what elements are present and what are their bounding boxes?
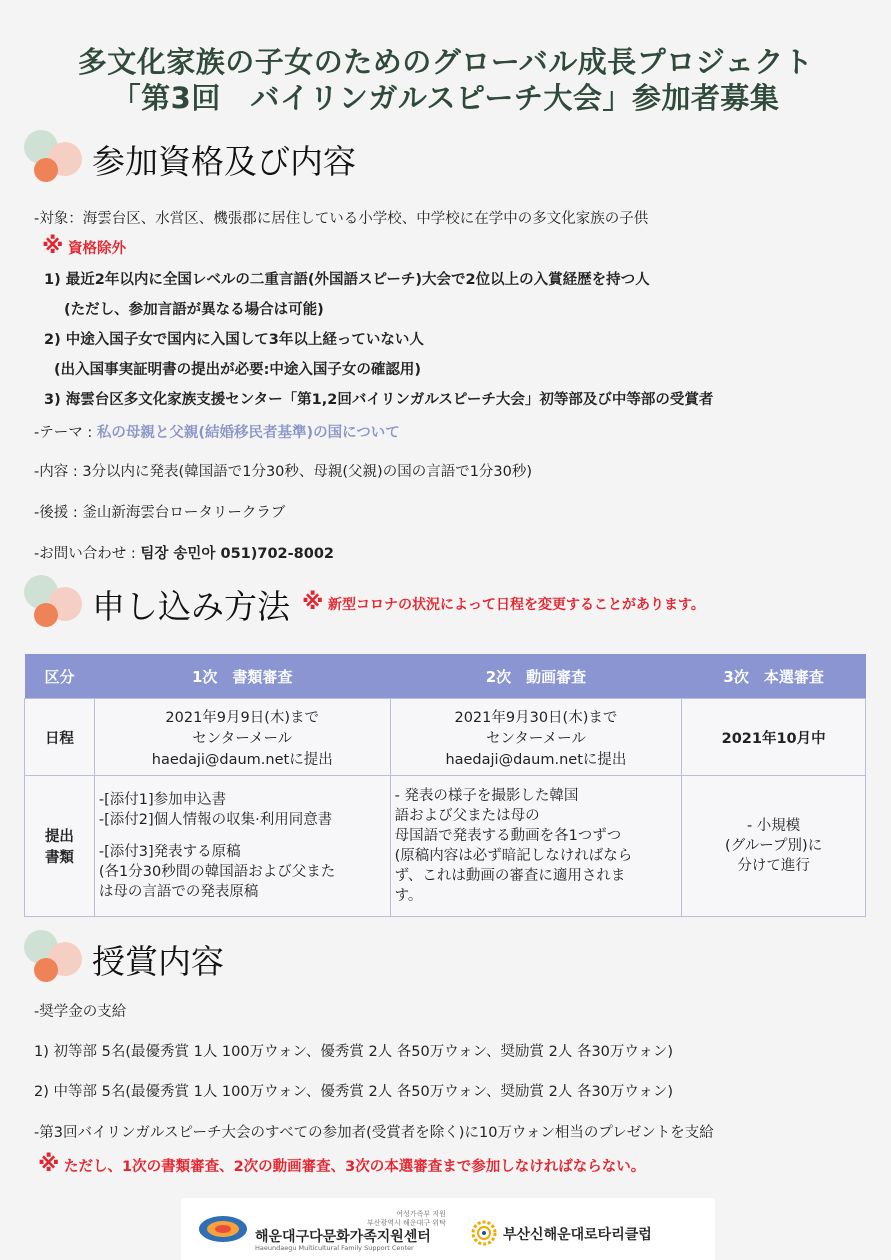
row-label-schedule: 日程 — [25, 699, 95, 776]
cell-line: センターメール — [192, 730, 293, 747]
cell-line: 母国語で発表する動画を各1つずつ — [394, 828, 622, 844]
elementary-award-text: 1) 初等部 5名(最優秀賞 1人 100万ウォン、優秀賞 2人 各50万ウォン、奨励賞 2人 各30万ウォン) — [34, 1044, 673, 1060]
table-row — [25, 776, 866, 917]
row-label-documents — [25, 776, 95, 917]
decorative-dots-icon — [20, 130, 90, 190]
contact-line — [34, 542, 334, 563]
table-header-cell: 3次 本選審査 — [682, 654, 866, 699]
reference-mark-icon: ※ — [302, 590, 324, 615]
schedule-cell-3: 2021年10月中 — [682, 699, 866, 776]
schedule-change-text: 新型コロナの状況によって日程を変更することがあります。 — [328, 597, 705, 613]
section-eligibility-title: 参加資格及び内容 — [92, 142, 356, 181]
cell-line: haedaji@daum.netに提出 — [445, 751, 627, 768]
table-row — [25, 699, 866, 776]
participation-note-text: ただし、1次の書類審査、2次の動画審査、3次の本選審査まで参加しなければならない。 — [64, 1159, 646, 1175]
participation-note — [38, 1152, 645, 1177]
contact-label: -お問い合わせ : — [34, 546, 141, 562]
documents-cell-2 — [390, 776, 682, 917]
sponsor-line: 부산광역시 해운대구 위탁 — [367, 1219, 446, 1227]
cell-line: -[添付1]参加申込書 — [98, 792, 227, 808]
theme-line — [34, 421, 400, 442]
cell-line: は母の言語での発表原稿 — [98, 884, 259, 900]
exclusion-item-2: 2) 中途入国子女で国内に入国して3年以上経っていない人 — [44, 332, 424, 348]
cell-line: 書類 — [44, 850, 74, 866]
documents-cell-1 — [94, 776, 390, 917]
exclusion-label: 資格除外 — [68, 241, 126, 257]
cell-line: - 発表の様子を撮影した韓国 — [394, 788, 579, 804]
table-header-row — [25, 654, 866, 699]
center-logo-english: Haeundaegu Multicultural Family Support Center — [255, 1244, 414, 1252]
theme-label: -テーマ : — [34, 425, 97, 441]
exclusion-item-1: 1) 最近2年以内に全国レベルの二重言語(外国語スピーチ)大会で2位以上の入賞経歴を持つ人 — [44, 272, 650, 288]
decorative-dots-icon — [20, 575, 90, 635]
content-text: -内容 : 3分以内に発表(韓国語で1分30秒、母親(父親)の国の言語で1分30秒) — [34, 464, 533, 480]
cell-line: 分けて進行 — [737, 858, 810, 874]
exclusion-item-3: 3) 海雲台区多文化家族支援センター「第1,2回バイリンガルスピーチ大会」初等部及び中等部の受賞者 — [44, 392, 714, 408]
middle-award-text: 2) 中等部 5名(最優秀賞 1人 100万ウォン、優秀賞 2人 各50万ウォン、奨励賞 2人 各30万ウォン) — [34, 1084, 673, 1100]
cell-line: 提出 — [44, 829, 74, 845]
center-logo-name: 해운대구다문화가족지원센터 — [255, 1229, 431, 1245]
schedule-cell-1 — [94, 699, 390, 776]
theme-value: 私の母親と父親(結婚移民者基準)の国について — [96, 425, 400, 441]
center-logo — [197, 1210, 446, 1252]
center-logo-icon — [197, 1214, 249, 1244]
title-line-1: 多文化家族の子女のためのグローバル成長プロジェクト — [77, 45, 814, 79]
section-application-title: 申し込み方法 — [92, 587, 290, 626]
exclusion-heading — [42, 234, 126, 259]
cell-line: ず、これは動画の審査に適用されま — [394, 868, 626, 884]
cell-line: センターメール — [485, 730, 586, 747]
table-header-cell: 1次 書類審査 — [94, 654, 390, 699]
rotary-wheel-icon — [471, 1220, 497, 1250]
exclusion-item-2-note: (出入国事実証明書の提出が必要:中途入国子女の確認用) — [54, 362, 422, 378]
title-line-2: 「第3回 バイリンガルスピーチ大会」参加者募集 — [111, 81, 780, 115]
section-awards-title: 授賞内容 — [92, 942, 224, 981]
support-text: -後援 : 釜山新海雲台ロータリークラブ — [34, 505, 286, 521]
footer-logos — [181, 1198, 715, 1260]
scholarship-text: -奨学金の支給 — [34, 1004, 127, 1020]
cell-line: haedaji@daum.netに提出 — [151, 751, 333, 768]
table-header-cell: 区分 — [25, 654, 95, 699]
documents-cell-3 — [682, 776, 866, 917]
target-text: -対象：海雲台区、水営区、機張郡に居住している小学校、中学校に在学中の多文化家族の子供 — [34, 211, 649, 227]
page-title — [0, 44, 891, 116]
cell-line: 語および父または母の — [394, 808, 540, 824]
table-header-cell: 2次 動画審査 — [390, 654, 682, 699]
schedule-cell-2 — [390, 699, 682, 776]
cell-line: (各1分30秒間の韓国語および父また — [98, 864, 336, 880]
gift-text: -第3回バイリンガルスピーチ大会のすべての参加者(受賞者を除く)に10万ウォン相当のプレゼントを支給 — [34, 1125, 714, 1141]
schedule-table — [24, 654, 866, 917]
contact-value: 팀장 송민아 051)702-8002 — [140, 546, 335, 562]
cell-line: (グループ別)に — [725, 838, 823, 854]
sponsor-line: 여성가족부 지원 — [396, 1210, 446, 1218]
rotary-club-name: 부산신해운대로타리클럽 — [503, 1227, 652, 1243]
cell-line: -[添付2]個人情報の収集·利用同意書 — [98, 812, 333, 828]
cell-line: -[添付3]発表する原稿 — [98, 844, 241, 860]
reference-mark-icon: ※ — [42, 234, 64, 259]
schedule-change-note — [302, 590, 705, 615]
cell-line: (原稿内容は必ず暗記しなければなら — [394, 848, 633, 864]
reference-mark-icon: ※ — [38, 1152, 60, 1177]
exclusion-item-1-note: (ただし、参加言語が異なる場合は可能) — [64, 302, 324, 318]
cell-line: - 小規模 — [746, 818, 801, 834]
cell-line: す。 — [394, 888, 423, 904]
decorative-dots-icon — [20, 930, 90, 990]
cell-line: 2021年9月30日(木)まで — [454, 709, 618, 726]
cell-line: 2021年9月9日(木)まで — [165, 709, 320, 726]
